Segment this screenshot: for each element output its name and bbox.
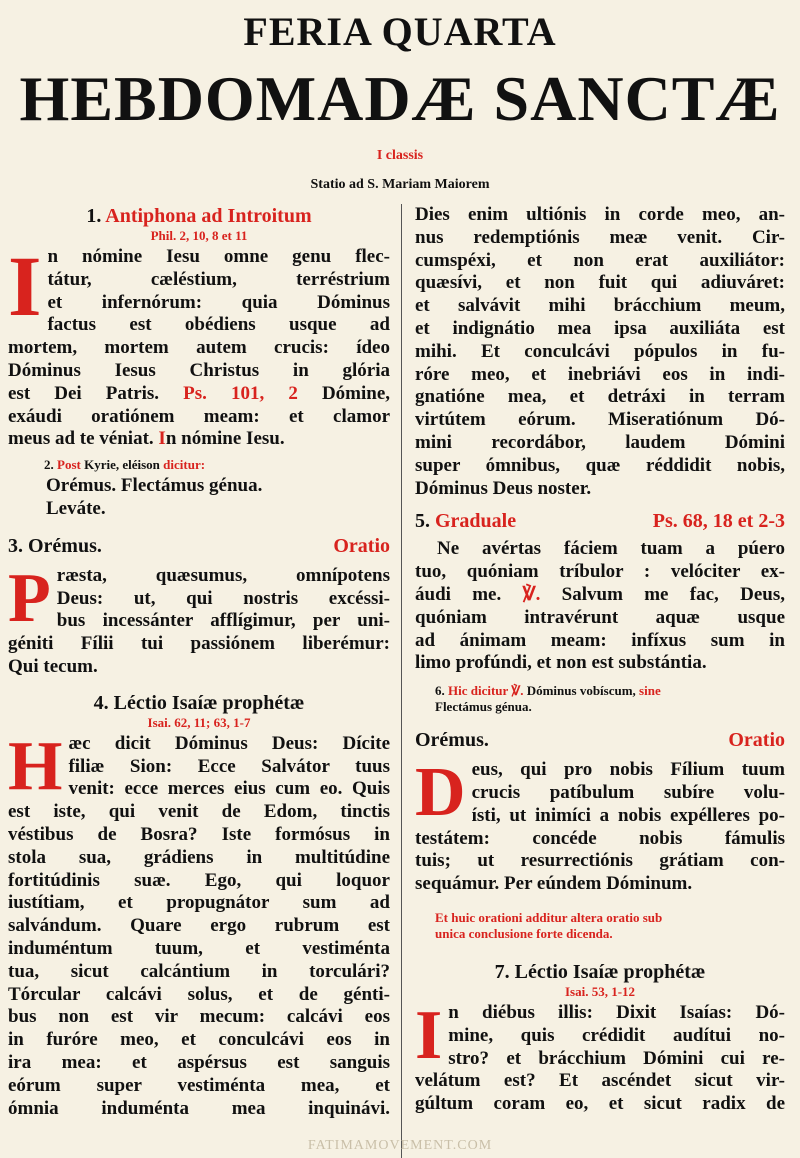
section-title: Graduale bbox=[435, 510, 517, 533]
text-line: mihi. Et conculcávi pópulos in fu- bbox=[415, 340, 785, 362]
text-line: bus non est vir mecum: calcávi eos bbox=[8, 1006, 390, 1028]
section-number: 2. bbox=[44, 457, 54, 473]
statio-label: Statio ad S. Mariam Maiorem bbox=[310, 177, 490, 192]
left-column bbox=[8, 200, 390, 1158]
text-line: géniti Fílii tui passiónem liberémur: bbox=[8, 633, 390, 655]
text-line: et salvávit mihi brácchium meum, bbox=[415, 295, 785, 317]
text-line: mortem, mortem autem crucis: ídeo bbox=[8, 337, 390, 359]
drop-cap: P bbox=[8, 559, 51, 637]
oratio-heading bbox=[8, 533, 390, 559]
lectio2-reference: Isai. 53, 1-12 bbox=[564, 983, 636, 999]
lectio-text bbox=[8, 727, 390, 1121]
rubric-text: unica conclusione forte dicenda. bbox=[435, 925, 613, 941]
section-title: Antiphona ad Introitum bbox=[105, 205, 312, 227]
text-line: stro? et brácchium Dómini cui re- bbox=[448, 1047, 785, 1069]
text-line: mini recordábor, laudem Dómini bbox=[415, 431, 785, 453]
text-line bbox=[8, 383, 390, 406]
text-span: áudi me. bbox=[415, 583, 502, 605]
rubric-text: Et huic orationi additur altera oratio sub bbox=[435, 909, 663, 925]
text-line bbox=[8, 428, 390, 451]
graduale-heading bbox=[415, 508, 785, 534]
text-line: testátem: concéde nobis fámulis bbox=[415, 827, 785, 849]
text-line: in furóre meo, et conculcávi eos in bbox=[8, 1029, 390, 1051]
page-title-feria: FERIA QUARTA bbox=[243, 9, 557, 54]
text-line: eus, qui pro nobis Fílium tuum bbox=[471, 759, 785, 781]
rubric-text: Hic dicitur bbox=[448, 683, 509, 699]
additur-rubric bbox=[415, 910, 785, 942]
text-span: est Dei Patris. bbox=[8, 382, 160, 404]
text-line: tuo, quóniam tríbulor : velóciter ex- bbox=[415, 561, 785, 583]
text-span: n nómine Iesu. bbox=[165, 428, 285, 450]
versicle-symbol: ℣. bbox=[511, 683, 524, 699]
text-line: et indignátio mea ipsa auxiliáta est bbox=[415, 317, 785, 339]
drop-cap: I bbox=[415, 996, 443, 1074]
text-line: venit: ecce merces eius cum eo. Quis bbox=[68, 778, 390, 800]
text-line: ræsta, quæsumus, omnípotens bbox=[56, 564, 390, 586]
oratio-label: Oratio bbox=[333, 534, 390, 557]
graduale-text bbox=[415, 538, 785, 675]
text-span: Dómine, bbox=[321, 382, 391, 404]
rubric-text: Post bbox=[57, 457, 81, 473]
text-line bbox=[415, 584, 785, 607]
text-line: fortitúdinis suæ. Ego, qui loquor bbox=[8, 869, 390, 891]
text-line: Qui tecum. bbox=[8, 655, 98, 677]
text-line: eórum super vestiménta mea, et bbox=[8, 1074, 390, 1096]
oremus-label: Orémus. bbox=[415, 729, 489, 752]
text-line: ómnia induménta mea inquinávi. bbox=[8, 1097, 390, 1119]
lectio2-heading: 7. Léctio Isaíæ prophétæ bbox=[494, 960, 706, 983]
text-line: róre meo, et inebriávi eos in indi- bbox=[415, 363, 785, 385]
text-line: bus incessánter afflígimur, per uni- bbox=[56, 610, 390, 632]
text-line: Dóminus Deus noster. bbox=[415, 477, 592, 499]
text-line: n diébus illis: Dixit Isaías: Dó- bbox=[448, 1001, 785, 1023]
text-line: gúltum coram eo, et sicut radix de bbox=[415, 1093, 785, 1115]
oratio2-text bbox=[415, 754, 785, 896]
graduale-reference: Ps. 68, 18 et 2-3 bbox=[652, 510, 785, 533]
text-line: ísti, ut inimíci a nobis expélleres po- bbox=[471, 804, 785, 826]
text-line: virtútem eórum. Miseratiónum Dó- bbox=[415, 409, 785, 431]
text-line: n nómine Iesu omne genu flec- bbox=[47, 246, 390, 267]
introitus-text bbox=[8, 238, 391, 451]
section-number: 1. bbox=[86, 205, 102, 227]
section-number: 5. bbox=[415, 510, 430, 533]
text-span: Kyrie, eléison bbox=[84, 457, 160, 473]
section-number: 6. bbox=[435, 683, 445, 699]
repeat-initial: I bbox=[158, 428, 166, 450]
text-line: cumspéxi, et non erat auxiliátor: bbox=[415, 249, 785, 271]
text-line: filiæ Sion: Ecce Salvátor tuus bbox=[68, 755, 390, 777]
text-line: Deus: ut, qui nostris excéssi- bbox=[56, 587, 390, 609]
text-line: ad ánimam meam: infíxus sum in bbox=[415, 629, 785, 651]
oratio-text bbox=[8, 559, 390, 679]
text-line: gnatióne mea, et detráxi in terram bbox=[415, 386, 785, 408]
dominus-vobiscum-rubric bbox=[415, 683, 785, 715]
text-line: Ne avértas fáciem tuam a púero bbox=[437, 538, 785, 560]
rubric-text: sine bbox=[639, 683, 661, 699]
rubric-text: dicitur: bbox=[163, 457, 206, 473]
text-span: Flectámus génua. bbox=[435, 699, 532, 715]
lectio-heading: 4. Léctio Isaíæ prophétæ bbox=[93, 691, 305, 714]
text-line: sequámur. Per eúndem Dóminum. bbox=[415, 873, 693, 895]
text-line: tua, sicut calcántium in torculári? bbox=[8, 960, 390, 982]
text-line: nus redemptiónis meæ venit. Cir- bbox=[415, 226, 785, 248]
drop-cap: D bbox=[415, 754, 466, 832]
text-line: induméntum tuum, et vestiménta bbox=[8, 937, 390, 959]
text-line: ira mea: et aspérsus est sanguis bbox=[8, 1051, 390, 1073]
text-line: exáudi oratiónem meam: et clamor bbox=[8, 405, 390, 427]
oratio-label: Oratio bbox=[728, 729, 785, 752]
text-line: iustítiam, et propugnátor sum ad bbox=[8, 892, 390, 914]
lectio2-text bbox=[415, 996, 785, 1116]
text-line: velátum est? Et ascéndet sicut vir- bbox=[415, 1070, 785, 1092]
right-column bbox=[415, 200, 785, 1158]
psalm-reference: Ps. 101, 2 bbox=[183, 382, 298, 404]
text-span: Salvum me fac, Deus, bbox=[561, 583, 785, 605]
text-span: Dóminus vobíscum, bbox=[526, 683, 636, 699]
levate-line: Leváte. bbox=[46, 497, 106, 519]
text-line: mine, quis crédidit audítui no- bbox=[448, 1024, 785, 1046]
drop-cap: H bbox=[8, 727, 63, 805]
lectio-continued bbox=[415, 204, 785, 500]
text-line: Tórcular calcávi solus, et de génti- bbox=[8, 983, 390, 1005]
text-line: Dies enim ultiónis in corde meo, an- bbox=[415, 204, 785, 225]
text-line: crucis patíbulum subíre volu- bbox=[471, 781, 785, 803]
drop-cap: I bbox=[8, 238, 42, 334]
introitus-heading bbox=[8, 204, 390, 228]
text-line: æc dicit Dóminus Deus: Dícite bbox=[68, 732, 390, 754]
oremus-label: 3. Orémus. bbox=[8, 534, 102, 557]
text-line: quóniam intravérunt aquæ usque bbox=[415, 606, 785, 628]
graduale-title-group bbox=[415, 508, 516, 534]
text-span: meus ad te véniat. bbox=[8, 428, 154, 450]
watermark: FATIMAMOVEMENT.COM bbox=[307, 1138, 493, 1153]
lectio-reference: Isai. 62, 11; 63, 1-7 bbox=[147, 714, 251, 730]
column-divider bbox=[401, 204, 402, 1158]
text-line: tátur, cæléstium, terréstrium bbox=[47, 268, 390, 290]
flectamus-line: Orémus. Flectámus génua. bbox=[46, 475, 263, 497]
text-line: Dóminus Iesus Christus in glória bbox=[8, 359, 390, 381]
oratio2-heading bbox=[415, 727, 785, 753]
page-title-hebdomadae: HEBDOMADÆ SANCTÆ bbox=[19, 63, 781, 134]
text-line: salvándum. Quare ergo rubrum est bbox=[8, 915, 390, 937]
text-line: véstibus de Bosra? Iste formósus in bbox=[8, 823, 390, 845]
versicle-symbol: ℣. bbox=[522, 583, 541, 605]
text-line: factus est obédiens usque ad bbox=[47, 314, 390, 336]
introitus-reference: Phil. 2, 10, 8 et 11 bbox=[150, 228, 248, 243]
text-line: tuis; ut resurrectiónis grátiam con- bbox=[415, 850, 785, 872]
text-line: et infernórum: quia Dóminus bbox=[47, 291, 390, 313]
classis-label: I classis bbox=[376, 148, 424, 163]
text-line: est iste, qui venit de Edom, tinctis bbox=[8, 801, 390, 823]
text-line: super ómnibus, quæ réddidit nobis, bbox=[415, 454, 785, 476]
kyrie-rubric bbox=[8, 457, 390, 473]
text-line: quæsívi, et non fuit qui adiuváret: bbox=[415, 272, 785, 294]
text-line: limo profúndi, et non est substántia. bbox=[415, 652, 707, 674]
text-line: stola sua, grádiens in multitúdine bbox=[8, 846, 390, 868]
